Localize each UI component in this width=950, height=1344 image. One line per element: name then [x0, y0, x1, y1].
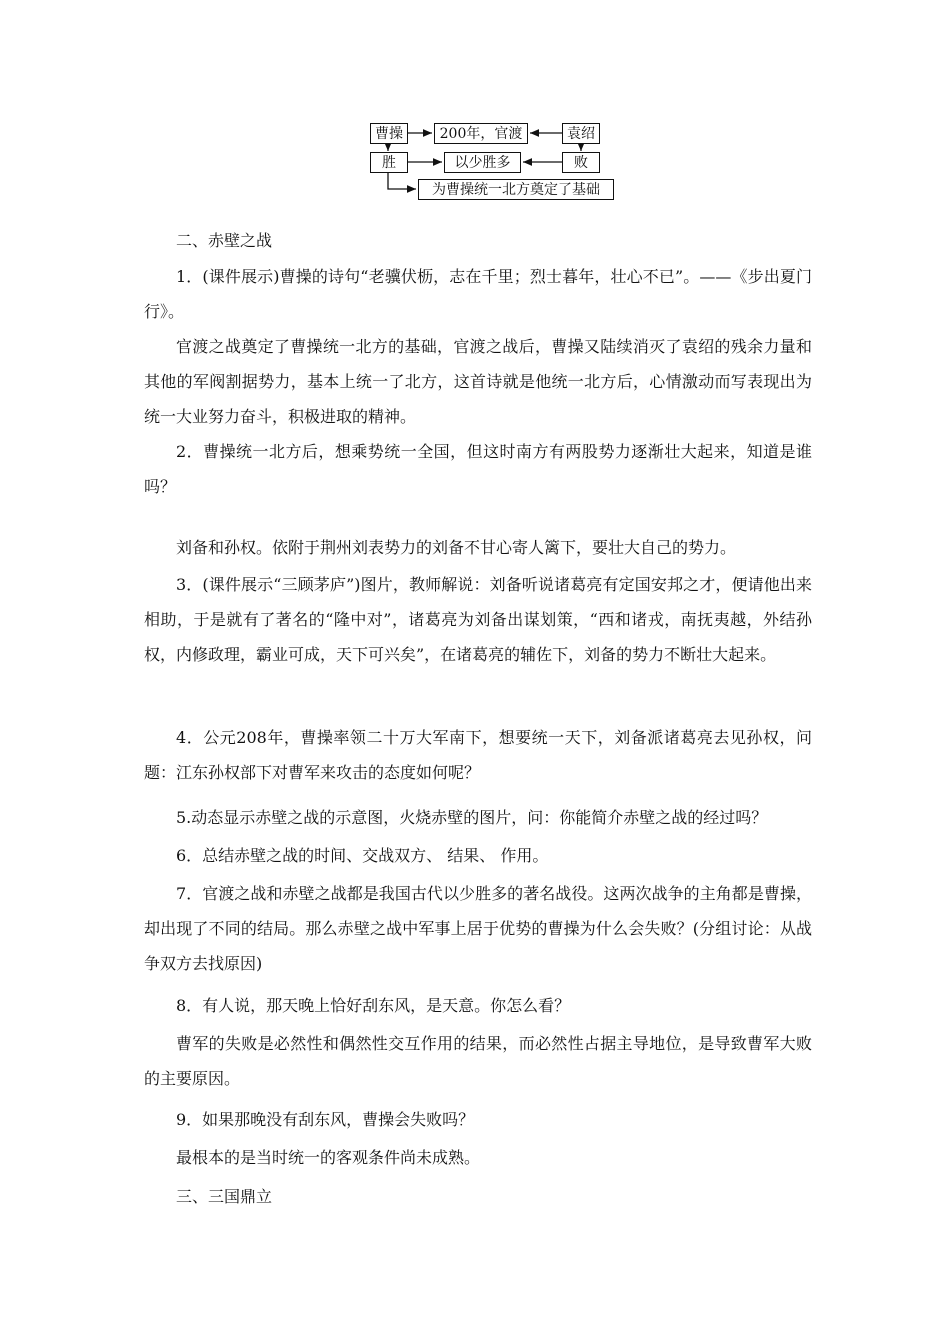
paragraph-4: 4．公元208年，曹操率领二十万大军南下，想要统一天下，刘备派诸葛亮去见孙权，问题：江东孙权部下对曹军来攻击的态度如何呢？: [144, 728, 812, 782]
paragraph-8: 8．有人说，那天晚上恰好刮东风，是天意。你怎么看？: [176, 996, 571, 1015]
paragraph-9: 9．如果那晚没有刮东风，曹操会失败吗？: [176, 1110, 475, 1129]
paragraph-3: 3．(课件展示“三顾茅庐”)图片，教师解说：刘备听说诸葛亮有定国安邦之才，便请他出来相助，于是就有了著名的“隆中对”，诸葛亮为刘备出谋划策，“西和诸戎，南抚夷越，外结孙权，内修政理，霸业可成，天下可兴矣”，在诸葛亮的辅佐下，刘备的势力不断壮大起来。: [144, 575, 812, 664]
paragraph-8b: 曹军的失败是必然性和偶然性交互作用的结果，而必然性占据主导地位，是导致曹军大败的主要原因。: [144, 1034, 812, 1088]
box-year-place: 200年，官渡: [434, 123, 528, 144]
battle-flow-diagram: [368, 122, 616, 202]
paragraph-2b: 刘备和孙权。依附于荆州刘表势力的刘备不甘心寄人篱下，要壮大自己的势力。: [176, 538, 737, 557]
box-cao-cao: 曹操: [370, 123, 408, 144]
section-title-chibi: 二、赤壁之战: [176, 231, 273, 250]
box-win: 胜: [370, 152, 408, 173]
box-foundation: 为曹操统一北方奠定了基础: [418, 179, 614, 200]
paragraph-6: 6．总结赤壁之战的时间、交战双方、 结果、 作用。: [176, 846, 549, 865]
arrow-win-to-foundation: [388, 173, 416, 189]
paragraph-1: 1．(课件展示)曹操的诗句“老骥伏枥，志在千里；烈士暮年，壮心不已”。——《步出夏门行》。: [144, 267, 812, 321]
paragraph-7: 7．官渡之战和赤壁之战都是我国古代以少胜多的著名战役。这两次战争的主角都是曹操，却出现了不同的结局。那么赤壁之战中军事上居于优势的曹操为什么会失败？(分组讨论：从战争双方去找原因): [144, 884, 812, 973]
box-yuan-shao: 袁绍: [562, 123, 600, 144]
paragraph-1b: 官渡之战奠定了曹操统一北方的基础，官渡之战后，曹操又陆续消灭了袁绍的残余力量和其他的军阀割据势力，基本上统一了北方，这首诗就是他统一北方后，心情激动而写表现出为统一大业努力奋斗，积极进取的精神。: [144, 337, 812, 426]
box-few-beat-many: 以少胜多: [444, 152, 521, 173]
paragraph-5: 5.动态显示赤壁之战的示意图，火烧赤壁的图片，问：你能简介赤壁之战的经过吗？: [176, 808, 768, 827]
section-title-three-kingdoms: 三、三国鼎立: [176, 1187, 273, 1206]
paragraph-2: 2．曹操统一北方后，想乘势统一全国，但这时南方有两股势力逐渐壮大起来，知道是谁吗？: [144, 442, 812, 496]
box-lose: 败: [562, 152, 600, 173]
paragraph-9b: 最根本的是当时统一的客观条件尚未成熟。: [176, 1148, 481, 1167]
